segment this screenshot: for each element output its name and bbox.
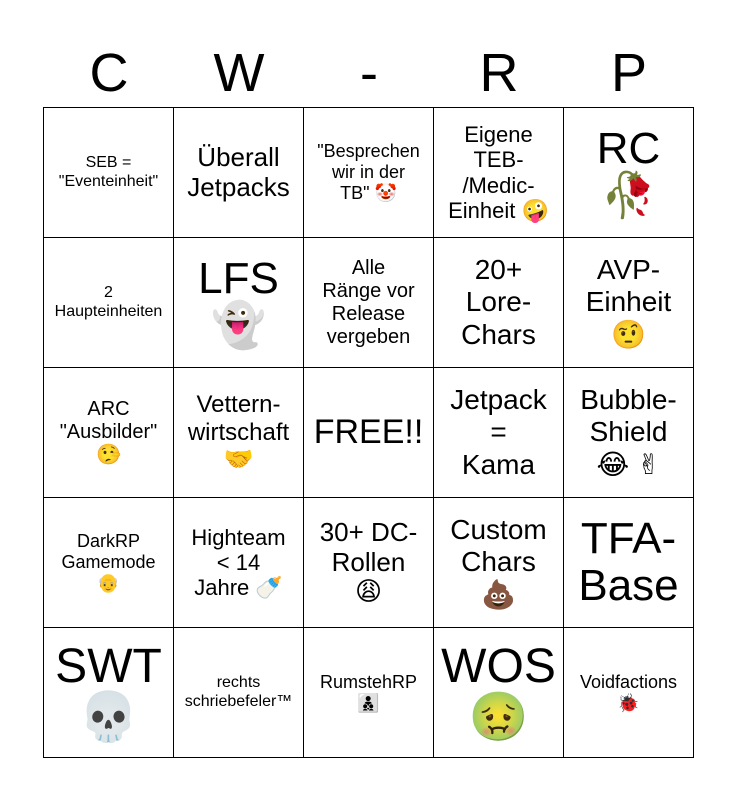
cell-text: RC 🥀 [596,124,661,220]
bingo-cell[interactable] [174,238,304,368]
bingo-grid [43,107,694,758]
bingo-header [44,40,694,106]
cell-text: Jetpack = Kama [450,384,547,480]
cell-text: SEB = "Eventeinheit" [58,154,159,190]
bingo-cell[interactable] [44,238,174,368]
header-letter-r: R [479,43,519,103]
header-letter-w: W [213,43,265,103]
header-letter-dash: - [360,43,378,103]
cell-text: 2 Haupteinheiten [54,284,163,320]
bingo-cell[interactable] [174,628,304,758]
cell-text: Custom Chars 💩 [450,514,547,610]
bingo-cell[interactable] [44,108,174,238]
bingo-cell[interactable] [44,368,174,498]
cell-text: WOS 🤢 [441,640,556,744]
cell-text: TFA- Base [578,514,679,610]
cell-text: Voidfactions 🐞 [579,671,678,713]
bingo-cell[interactable] [174,368,304,498]
cell-text: Überall Jetpacks [187,141,290,202]
cell-text: ARC "Ausbilder" 🤥 [59,398,158,466]
cell-text: 30+ DC- Rollen 😩 [319,516,418,607]
bingo-cell[interactable] [304,368,434,498]
bingo-cell[interactable] [304,108,434,238]
cell-text: Eigene TEB- /Medic- Einheit 🤪 [448,121,549,223]
cell-text: FREE!! [313,412,424,451]
cell-text: DarkRP Gamemode 👴 [61,531,156,593]
bingo-cell[interactable] [564,108,694,238]
cell-text: AVP- Einheit 🤨 [585,254,672,350]
bingo-cell[interactable] [434,628,564,758]
bingo-cell[interactable] [564,238,694,368]
header-letter-c: C [89,43,129,103]
bingo-cell[interactable] [434,238,564,368]
bingo-cell[interactable] [434,498,564,628]
bingo-cell[interactable] [174,108,304,238]
cell-text: SWT 💀 [55,640,162,744]
bingo-cell[interactable] [434,368,564,498]
cell-text: Alle Ränge vor Release vergeben [322,256,415,348]
bingo-cell[interactable] [564,498,694,628]
cell-text: rechts schriebefeler™ [184,674,293,710]
cell-text: Vettern- wirtschaft 🤝 [187,391,290,474]
bingo-cell[interactable] [44,628,174,758]
cell-text: Bubble- Shield 😂 ✌ [580,384,677,480]
bingo-cell[interactable] [304,498,434,628]
cell-text: 20+ Lore- Chars [461,254,536,350]
cell-text: Highteam < 14 Jahre 🍼 [191,524,286,601]
bingo-cell[interactable] [304,238,434,368]
cell-text: "Besprechen wir in der TB" 🤡 [317,141,420,203]
bingo-cell[interactable] [174,498,304,628]
cell-text: RumstehRP 👨‍👦‍👦 [319,671,418,713]
header-letter-p: P [610,43,648,103]
cell-text: LFS 👻 [198,254,279,350]
bingo-cell[interactable] [564,628,694,758]
bingo-cell[interactable] [44,498,174,628]
bingo-cell[interactable] [304,628,434,758]
bingo-cell[interactable] [434,108,564,238]
bingo-cell[interactable] [564,368,694,498]
